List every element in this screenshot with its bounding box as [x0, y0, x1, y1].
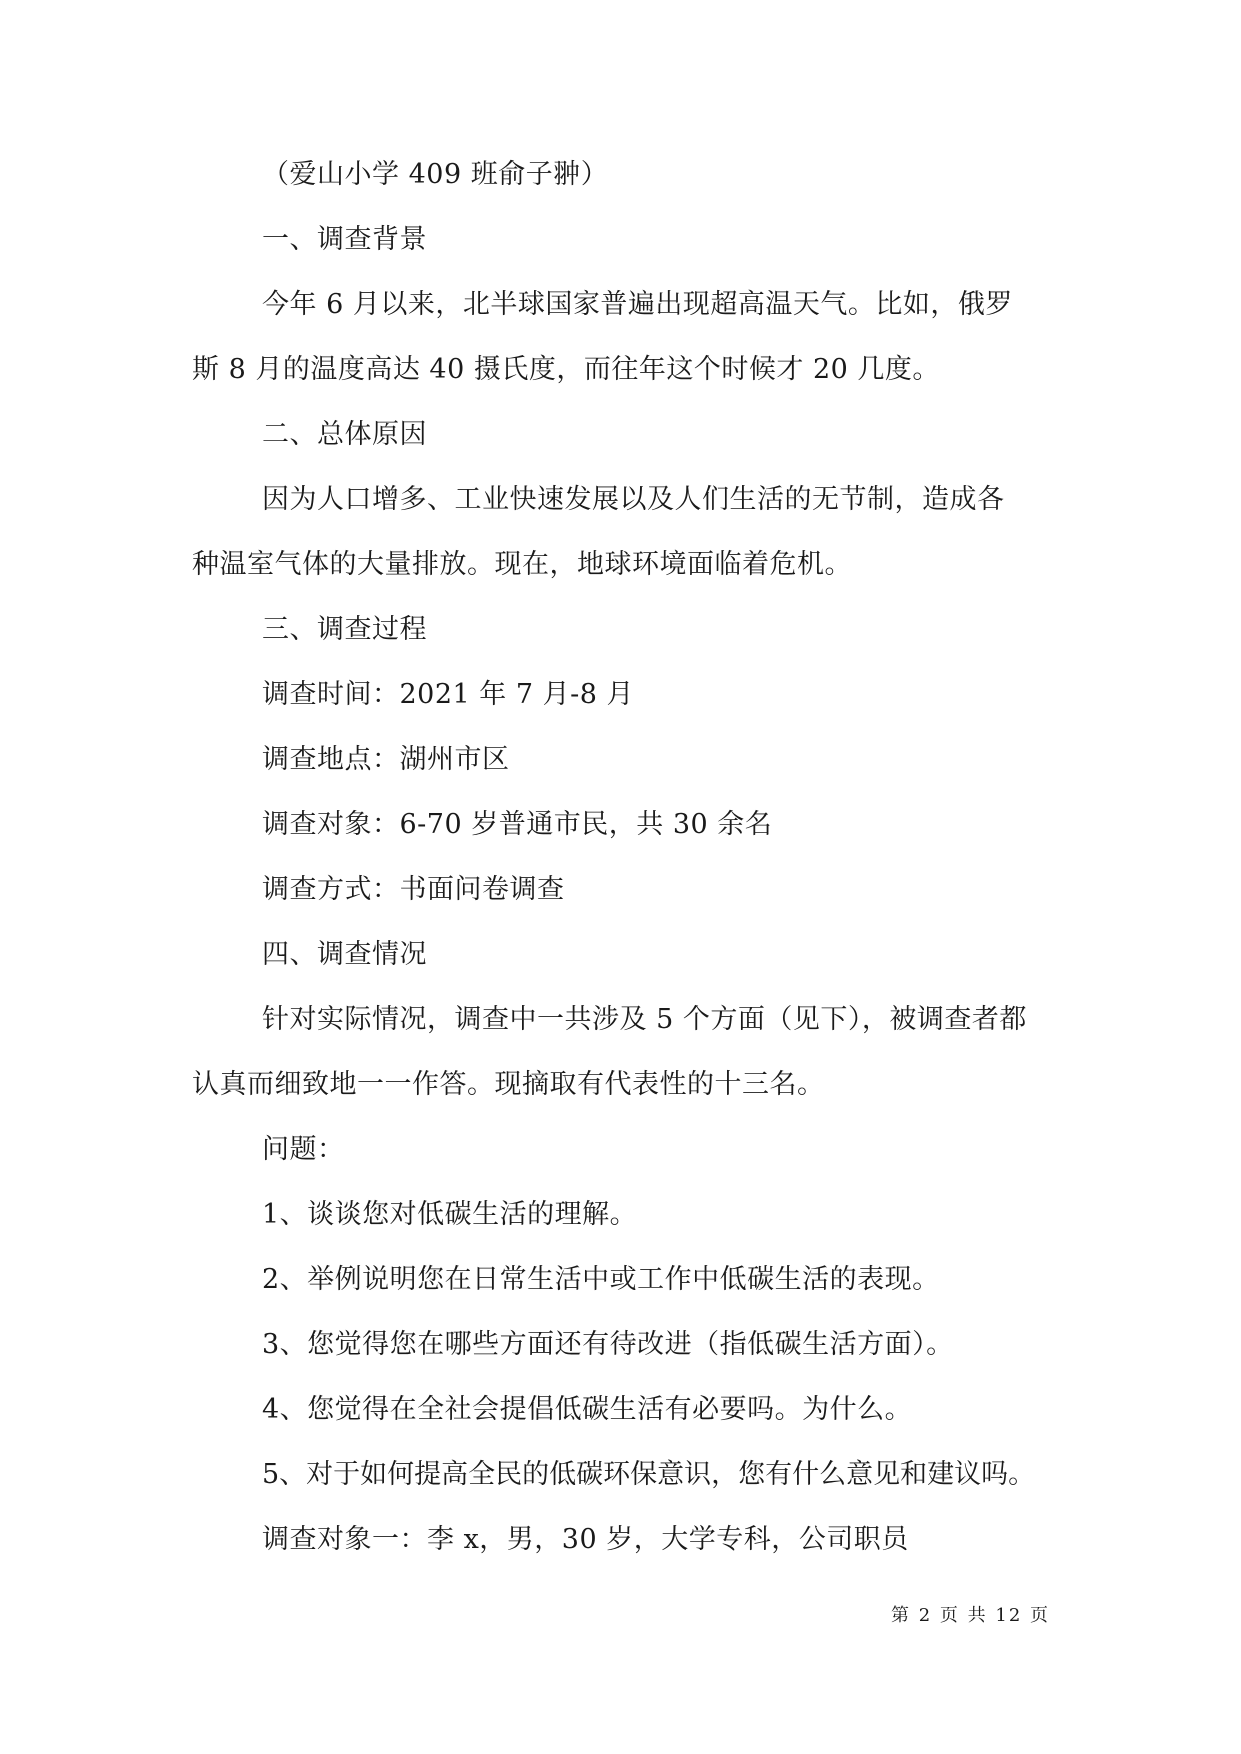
survey-location: 调查地点：湖州市区	[262, 744, 510, 775]
section-heading-situation: 四、调查情况	[262, 939, 427, 970]
author-line: （爱山小学 409 班俞子翀）	[262, 159, 609, 190]
section-heading-process: 三、调查过程	[262, 614, 427, 645]
section-heading-background: 一、调查背景	[262, 224, 427, 255]
question-1: 1、谈谈您对低碳生活的理解。	[262, 1199, 638, 1230]
question-3: 3、您觉得您在哪些方面还有待改进（指低碳生活方面）。	[262, 1329, 954, 1360]
survey-subject-one: 调查对象一：李 x，男，30 岁，大学专科，公司职员	[262, 1524, 909, 1555]
survey-subjects: 调查对象：6-70 岁普通市民，共 30 余名	[262, 809, 773, 840]
paragraph-line: 认真而细致地一一作答。现摘取有代表性的十三名。	[192, 1069, 825, 1100]
paragraph-line: 斯 8 月的温度高达 40 摄氏度，而往年这个时候才 20 几度。	[192, 354, 940, 385]
question-4: 4、您觉得在全社会提倡低碳生活有必要吗。为什么。	[262, 1394, 913, 1425]
page-number-footer: 第 2 页 共 12 页	[891, 1605, 1050, 1626]
questions-heading: 问题：	[262, 1134, 345, 1165]
survey-time: 调查时间：2021 年 7 月-8 月	[262, 679, 635, 710]
paragraph-line: 因为人口增多、工业快速发展以及人们生活的无节制，造成各	[262, 484, 1005, 515]
paragraph-line: 针对实际情况，调查中一共涉及 5 个方面（见下），被调查者都	[262, 1004, 1027, 1035]
document-body	[192, 158, 1058, 1556]
section-heading-reasons: 二、总体原因	[262, 419, 427, 450]
paragraph-line: 今年 6 月以来，北半球国家普遍出现超高温天气。比如，俄罗	[262, 289, 1013, 320]
question-5: 5、对于如何提高全民的低碳环保意识，您有什么意见和建议吗。	[262, 1459, 1036, 1490]
survey-method: 调查方式：书面问卷调查	[262, 874, 565, 905]
question-2: 2、举例说明您在日常生活中或工作中低碳生活的表现。	[262, 1264, 940, 1295]
paragraph-line: 种温室气体的大量排放。现在，地球环境面临着危机。	[192, 549, 852, 580]
